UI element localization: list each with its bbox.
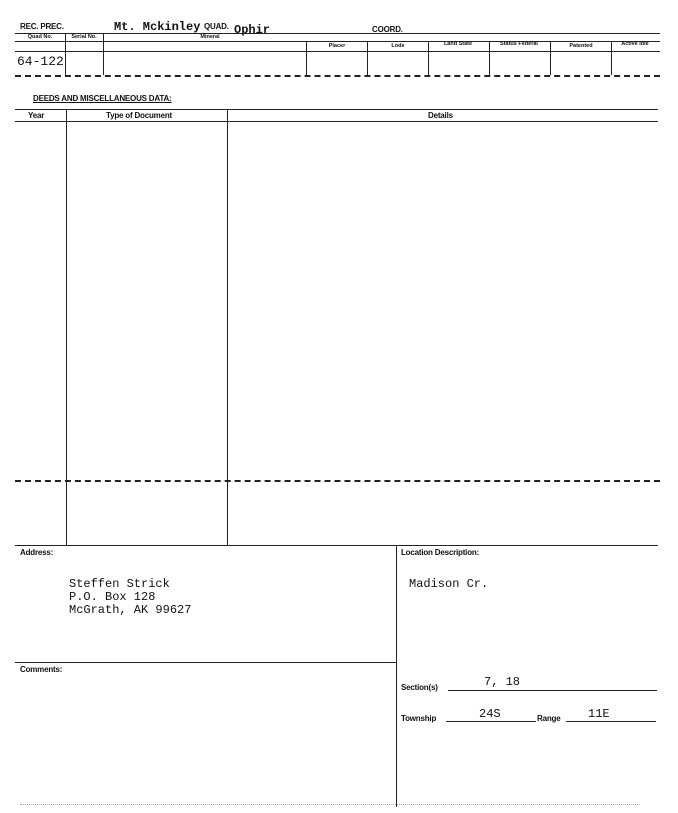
address-line3: McGrath, AK 99627 [69,603,192,617]
mineral-value: Ophir [234,23,271,37]
section-label: Section(s) [401,683,438,692]
comments-label: Comments: [20,665,63,674]
col-lode: Lode [391,43,405,49]
col-mineral: Mineral [200,34,220,40]
deeds-col-details: Details [428,111,453,120]
col-patented: Patented [569,43,593,49]
address-line1: Steffen Strick [69,577,170,591]
location-value: Madison Cr. [409,577,489,591]
address-label: Address: [20,548,54,557]
coord-label: COORD. [372,25,403,34]
quad-no-value: 64-122 [17,54,64,69]
col-status-federal: Status Federal [500,41,538,47]
col-serial-no: Serial No. [71,34,97,40]
address-line2: P.O. Box 128 [69,590,156,604]
range-label: Range [537,714,561,723]
rec-prec-label: REC. PREC. [20,22,64,31]
township-value: 24S [479,707,501,721]
deeds-col-type: Type of Document [106,111,172,120]
quad-name: Mt. Mckinley [114,20,201,34]
section-value: 7, 18 [484,675,521,689]
township-label: Township [401,714,437,723]
scan-edge [20,804,640,805]
location-label: Location Description: [401,548,480,557]
col-placer: Placer [328,43,346,49]
range-value: 11E [588,707,610,721]
quad-label: QUAD. [204,22,229,31]
col-active-idle: Active Idle [621,41,649,47]
col-land-state: Land State [443,41,473,47]
deeds-col-year: Year [28,111,45,120]
col-quad-no: Quad No. [27,34,53,40]
deeds-title: DEEDS AND MISCELLANEOUS DATA: [33,94,172,103]
